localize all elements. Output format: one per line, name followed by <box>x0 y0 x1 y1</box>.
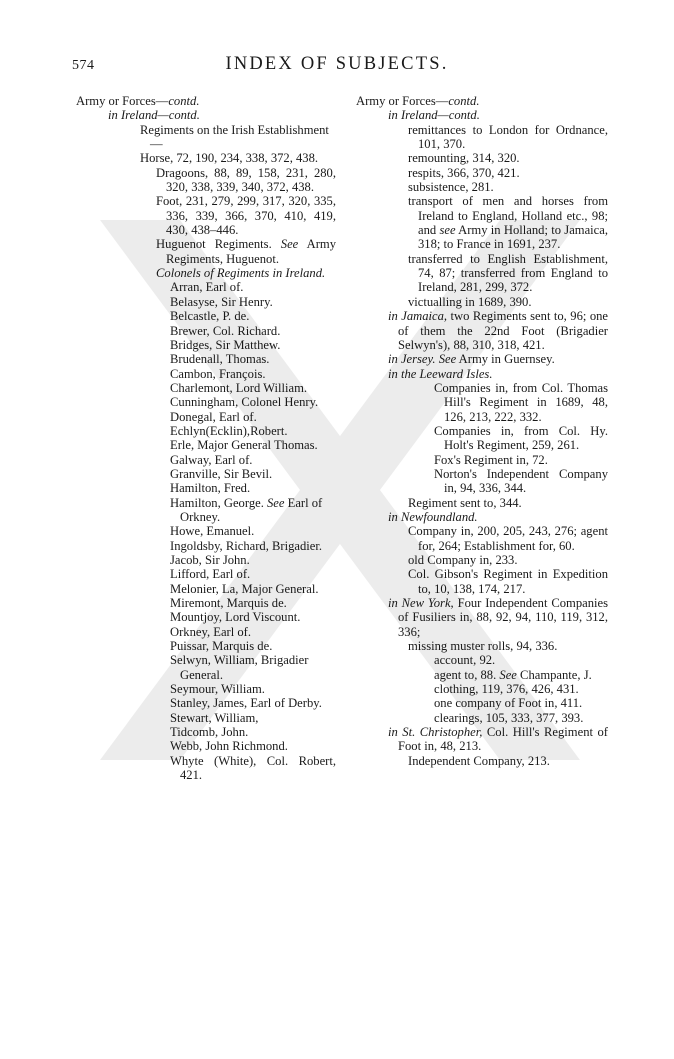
index-text: Lifford, Earl of. <box>170 567 251 582</box>
index-entry <box>170 295 336 309</box>
index-text: clearings, 105, 333, 377, 393. <box>434 710 584 725</box>
index-entry <box>170 453 336 467</box>
index-italic-text: in St. Christopher, <box>388 725 483 740</box>
index-italic-text: Colonels of Regiments in Ireland. <box>156 266 326 281</box>
index-text: Hamilton, George. <box>170 495 267 510</box>
index-text: Huguenot Regiments. <box>156 237 281 252</box>
index-entry <box>170 324 336 338</box>
index-text: Belasyse, Sir Henry. <box>170 294 273 309</box>
index-text: Mountjoy, Lord Viscount. <box>170 610 301 625</box>
index-text: Army or Forces— <box>76 94 169 108</box>
index-entry <box>156 166 336 195</box>
index-text: Army in Holland; to Jamaica, 318; to France in 1691, 237. <box>418 223 608 252</box>
index-text: Brewer, Col. Richard. <box>170 323 281 338</box>
index-entry <box>170 567 336 581</box>
index-entry <box>156 237 336 266</box>
index-text: Brudenall, Thomas. <box>170 352 270 367</box>
index-italic-text: in Jersey. <box>388 352 436 367</box>
index-entry <box>388 510 608 524</box>
index-text: Galway, Earl of. <box>170 452 253 467</box>
index-entry <box>408 180 608 194</box>
index-entry <box>170 553 336 567</box>
index-text: account, 92. <box>434 653 496 668</box>
index-entry <box>170 338 336 352</box>
index-entry <box>170 424 336 438</box>
index-italic-text: See <box>499 667 517 682</box>
index-text: Cunningham, Colonel Henry. <box>170 395 319 410</box>
index-text: transferred to English Establishment, 74, 87; transferred from England to Ireland, 281, 299, 372. <box>408 251 608 295</box>
index-entry <box>170 539 336 553</box>
index-entry <box>408 194 608 251</box>
index-text: Seymour, William. <box>170 682 265 697</box>
index-entry <box>388 367 608 381</box>
index-italic-text: in Ireland—contd. <box>108 108 200 123</box>
index-entry <box>170 367 336 381</box>
index-text: Cambon, François. <box>170 366 266 381</box>
index-text: Horse, 72, 190, 234, 338, 372, 438. <box>140 151 319 166</box>
index-text: remounting, 314, 320. <box>408 151 520 166</box>
index-entry <box>170 524 336 538</box>
index-entry <box>170 610 336 624</box>
index-text: Granville, Sir Bevil. <box>170 466 273 481</box>
index-italic-text: in Ireland—contd. <box>388 108 480 123</box>
index-entry <box>408 639 608 653</box>
index-text: Jacob, Sir John. <box>170 553 250 567</box>
index-entry <box>170 682 336 696</box>
index-text: Champante, J. <box>516 667 592 682</box>
index-entry <box>408 496 608 510</box>
index-italic-text: in Newfoundland. <box>388 509 478 524</box>
running-title: INDEX OF SUBJECTS. <box>225 54 449 74</box>
index-text: old Company in, 233. <box>408 553 518 567</box>
index-entry <box>170 754 336 783</box>
index-entry <box>170 739 336 753</box>
running-head <box>0 52 674 74</box>
index-entry <box>434 668 608 682</box>
index-text: Donegal, Earl of. <box>170 409 257 424</box>
index-text: Companies in, from Col. Hy. Holt's Regiment, 259, 261. <box>434 423 608 453</box>
index-entry <box>170 280 336 294</box>
index-entry <box>408 166 608 180</box>
index-text: Army in Guernsey. <box>456 352 555 367</box>
index-entry <box>408 553 608 567</box>
index-entry <box>434 467 608 496</box>
index-entry <box>408 252 608 295</box>
index-text: Dragoons, 88, 89, 158, 231, 280, 320, 338, 339, 340, 372, 438. <box>156 165 336 195</box>
index-entry <box>170 582 336 596</box>
index-entry <box>170 395 336 409</box>
index-entry <box>434 381 608 424</box>
index-text: Army Regiments, Huguenot. <box>166 237 336 266</box>
index-italic-text: See <box>280 237 299 252</box>
index-entry <box>170 438 336 452</box>
index-entry <box>356 94 608 108</box>
index-italic-text: See <box>438 352 457 367</box>
index-text: Erle, Major General Thomas. <box>170 438 318 453</box>
index-entry <box>170 481 336 495</box>
index-entry <box>388 352 608 366</box>
index-entry <box>408 295 608 309</box>
index-entry <box>170 352 336 366</box>
index-text: two Regiments sent to, 96; one of them the 22nd Foot (Brigadier Selwyn's), 88, 310, 318, 421. <box>398 309 608 352</box>
index-text: respits, 366, 370, 421. <box>408 165 520 180</box>
index-italic-text: in New York, <box>388 596 454 611</box>
index-text: Hamilton, Fred. <box>170 481 251 496</box>
index-text: Ingoldsby, Richard, Brigadier. <box>170 538 323 553</box>
index-text: one company of Foot in, 411. <box>434 696 583 711</box>
index-entry <box>434 424 608 453</box>
index-text: Earl of Orkney. <box>180 495 323 524</box>
index-text: Charlemont, Lord William. <box>170 380 308 395</box>
index-entry <box>140 123 336 152</box>
index-text: clothing, 119, 376, 426, 431. <box>434 682 579 697</box>
index-entry <box>408 151 608 165</box>
index-text: Bridges, Sir Matthew. <box>170 337 281 352</box>
index-entry <box>170 381 336 395</box>
index-entry <box>408 754 608 768</box>
index-italic-text: in Jamaica, <box>388 309 448 324</box>
index-entry <box>170 496 336 525</box>
index-text: victualling in 1689, 390. <box>408 294 532 309</box>
index-text: Regiments on the Irish Establishment— <box>140 122 329 152</box>
index-italic-text: in the Leeward Isles. <box>388 366 493 381</box>
index-text: Whyte (White), Col. Robert, 421. <box>170 753 336 783</box>
index-entry <box>170 309 336 323</box>
index-entry <box>388 108 608 122</box>
index-entry <box>156 194 336 237</box>
index-entry <box>408 524 608 553</box>
index-text: Webb, John Richmond. <box>170 739 288 754</box>
index-entry <box>170 639 336 653</box>
index-entry <box>434 682 608 696</box>
index-entry <box>76 94 336 108</box>
index-entry <box>170 696 336 710</box>
index-text: Tidcomb, John. <box>170 725 249 740</box>
index-text: Melonier, La, Major General. <box>170 581 319 596</box>
index-text: Fox's Regiment in, 72. <box>434 452 548 467</box>
index-entry <box>170 410 336 424</box>
index-entry <box>434 711 608 725</box>
index-entry <box>140 151 336 165</box>
page-number: 574 <box>72 58 95 73</box>
index-italic-text: see <box>439 223 456 238</box>
index-text: Companies in, from Col. Thomas Hill's Regiment in 1689, 48, 126, 213, 222, 332. <box>434 380 608 424</box>
index-text: Foot, 231, 279, 299, 317, 320, 335, 336, 339, 366, 370, 410, 419, 430, 438–446. <box>156 194 336 238</box>
index-entry <box>434 653 608 667</box>
index-text: Company in, 200, 205, 243, 276; agent for, 264; Establishment for, 60. <box>408 524 608 553</box>
index-text: Miremont, Marquis de. <box>170 596 287 611</box>
index-text: Norton's Independent Company in, 94, 336, 344. <box>434 466 608 496</box>
index-text: missing muster rolls, 94, 336. <box>408 639 558 654</box>
index-text: subsistence, 281. <box>408 180 494 195</box>
index-text: transport of men and horses from Ireland to England, Holland etc., 98; and <box>408 194 608 238</box>
index-column-right <box>356 94 608 768</box>
index-text: remittances to London for Ordnance, 101, 370. <box>408 122 608 152</box>
index-entry <box>388 596 608 639</box>
index-text: Orkney, Earl of. <box>170 624 252 639</box>
index-entry <box>170 467 336 481</box>
index-text: Selwyn, William, Brigadier General. <box>170 653 309 682</box>
index-entry <box>388 309 608 352</box>
index-column-left <box>76 94 336 783</box>
index-text: Belcastle, P. de. <box>170 309 250 324</box>
index-text: Howe, Emanuel. <box>170 524 255 539</box>
index-italic-text: contd. <box>448 94 480 108</box>
index-text: Arran, Earl of. <box>170 280 244 295</box>
index-text: Regiment sent to, 344. <box>408 495 522 510</box>
index-entry <box>408 567 608 596</box>
index-text: Army or Forces— <box>356 94 449 108</box>
index-text: Col. Gibson's Regiment in Expedition to, 10, 138, 174, 217. <box>408 567 608 596</box>
index-entry <box>408 123 608 152</box>
index-text: Echlyn(Ecklin),Robert. <box>170 423 288 438</box>
index-entry <box>170 625 336 639</box>
index-entry <box>170 725 336 739</box>
index-text: agent to, 88. <box>434 667 500 682</box>
index-text: Stewart, William, <box>170 710 259 725</box>
index-entry <box>170 596 336 610</box>
index-text: Independent Company, 213. <box>408 753 550 768</box>
index-italic-text: contd. <box>168 94 200 108</box>
index-italic-text: See <box>267 495 285 510</box>
index-text: Four Independent Companies of Fusiliers in, 88, 92, 94, 110, 119, 312, 336; <box>398 596 608 639</box>
index-text: Col. Hill's Regiment of Foot in, 48, 213. <box>398 725 608 754</box>
index-entry <box>170 711 336 725</box>
index-entry <box>388 725 608 754</box>
index-text: Puissar, Marquis de. <box>170 639 273 654</box>
index-entry <box>434 696 608 710</box>
index-entry <box>108 108 336 122</box>
index-text: Stanley, James, Earl of Derby. <box>170 696 322 711</box>
index-entry <box>156 266 336 280</box>
index-entry <box>434 453 608 467</box>
index-entry <box>170 653 336 682</box>
